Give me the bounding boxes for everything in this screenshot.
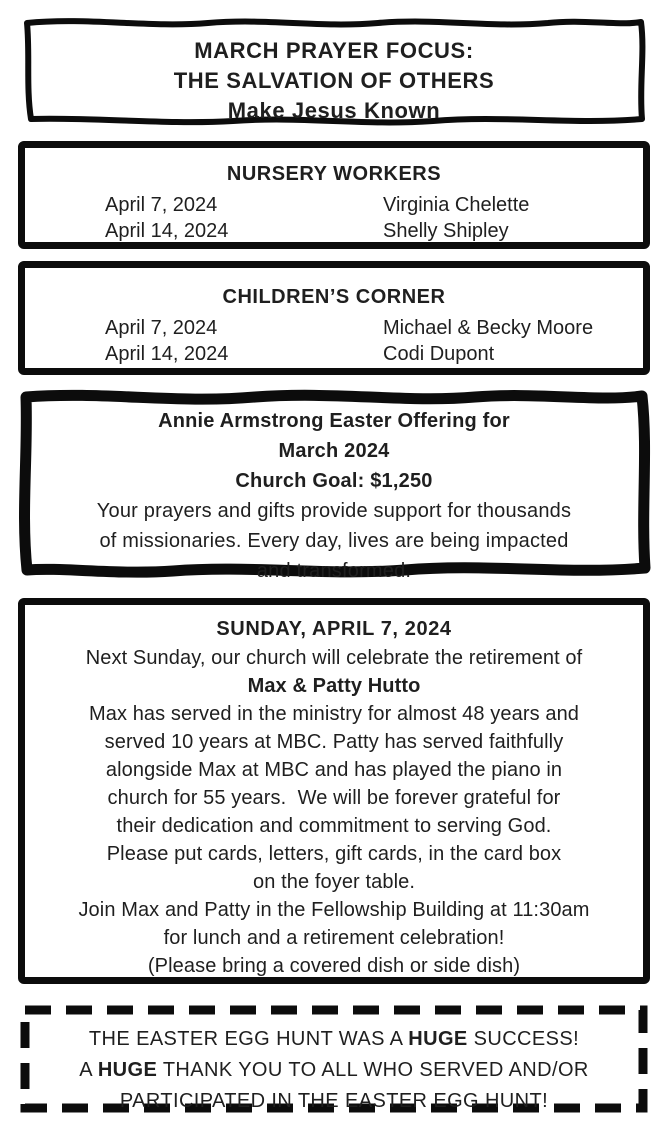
sunday-body-line: Join Max and Patty in the Fellowship Building at 11:30am [78, 899, 590, 921]
sunday-body-line: on the foyer table. [252, 871, 415, 893]
offering-heading-line: March 2024 [278, 440, 390, 462]
easter-line-text: THANK YOU TO ALL WHO SERVED AND/OR [157, 1059, 589, 1081]
easter-line: PARTICIPATED IN THE EASTER EGG HUNT! [119, 1090, 549, 1112]
nursery-schedule [25, 192, 643, 244]
schedule-row [25, 315, 643, 341]
easter-line-text: THE EASTER EGG HUNT WAS A [88, 1028, 409, 1050]
sunday-body-line: for lunch and a retirement celebration! [163, 927, 505, 949]
schedule-name: Virginia Chelette [383, 194, 530, 216]
offering-body-line: Your prayers and gifts provide support for thousands [96, 500, 572, 522]
offering-body-line: of missionaries. Every day, lives are being impacted [99, 530, 569, 552]
easter-line [19, 1024, 649, 1055]
honorees-names: Max & Patty Hutto [247, 675, 421, 697]
prayer-focus-line: THE SALVATION OF OTHERS [173, 68, 495, 93]
annie-armstrong-offering-box [15, 387, 653, 582]
easter-line-text: SUCCESS! [467, 1028, 580, 1050]
schedule-date: April 14, 2024 [105, 220, 229, 242]
schedule-row [25, 192, 643, 218]
schedule-row [25, 218, 643, 244]
sunday-body-line: Max has served in the ministry for almost 48 years and [88, 703, 580, 725]
easter-line-bold: HUGE [408, 1028, 468, 1050]
sunday-body-line: Please put cards, letters, gift cards, in the card box [106, 843, 562, 865]
prayer-focus-box [18, 14, 650, 128]
sunday-title: SUNDAY, APRIL 7, 2024 [216, 618, 452, 640]
schedule-date: April 7, 2024 [105, 194, 218, 216]
easter-line-text: A [79, 1059, 98, 1081]
sunday-body-line: church for 55 years. We will be forever grateful for [107, 787, 561, 809]
sunday-intro-line: Next Sunday, our church will celebrate the retirement of [85, 647, 583, 669]
sunday-body-line: alongside Max at MBC and has played the piano in [105, 759, 563, 781]
schedule-date: April 14, 2024 [105, 343, 229, 365]
sunday-body-line: (Please bring a covered dish or side dish) [147, 955, 521, 977]
nursery-workers-box [18, 141, 650, 249]
offering-heading-line: Church Goal: $1,250 [235, 470, 433, 492]
prayer-focus-line: MARCH PRAYER FOCUS: [194, 38, 474, 63]
offering-heading-line: Annie Armstrong Easter Offering for [158, 410, 510, 432]
prayer-focus-line: Make Jesus Known [227, 98, 441, 123]
childrens-corner-title: CHILDREN’S CORNER [222, 286, 446, 308]
nursery-workers-title: NURSERY WORKERS [226, 163, 442, 185]
offering-body-line: and transformed. [256, 560, 412, 582]
sunday-announcement-box [18, 598, 650, 984]
schedule-name: Michael & Becky Moore [383, 317, 594, 339]
easter-line [19, 1055, 649, 1086]
easter-egg-hunt-box [19, 1004, 649, 1114]
schedule-row [25, 341, 643, 367]
sunday-body-line: their dedication and commitment to serving God. [116, 815, 552, 837]
childrens-corner-box [18, 261, 650, 375]
sunday-body-line: served 10 years at MBC. Patty has served faithfully [104, 731, 564, 753]
schedule-name: Shelly Shipley [383, 220, 509, 242]
childrens-schedule [25, 315, 643, 367]
schedule-date: April 7, 2024 [105, 317, 218, 339]
schedule-name: Codi Dupont [383, 343, 495, 365]
easter-line-bold: HUGE [97, 1059, 158, 1081]
